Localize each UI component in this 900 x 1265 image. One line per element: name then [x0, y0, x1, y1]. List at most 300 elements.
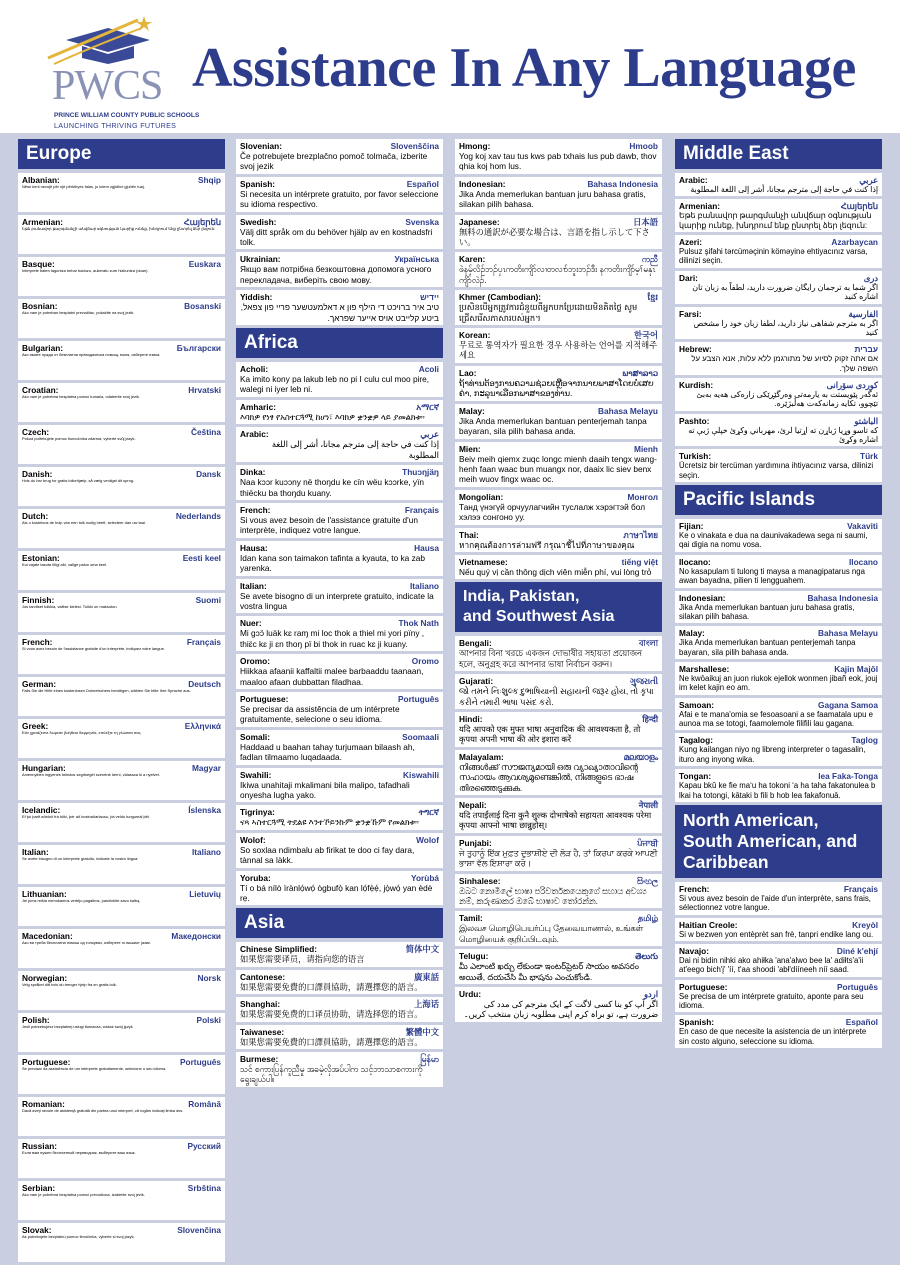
language-name: Bulgarian: — [22, 343, 64, 353]
language-name: Vietnamese: — [459, 556, 508, 567]
language-name: Armenian: — [679, 201, 721, 212]
assistance-text: Ke o vinakata e dua na daunivakadewa sega ni saumi, qai digia na nomu vosa. — [679, 531, 868, 550]
language-entry-amharic — [236, 400, 443, 424]
native-language-name: Kajin Majōl — [834, 663, 878, 674]
native-language-name: ਪੰਜਾਬੀ — [637, 837, 658, 848]
native-language-name: தமிழ் — [637, 913, 658, 924]
assistance-text: Se precisa de um intérprete gratuito, aponte para seu idioma. — [679, 991, 864, 1011]
assistance-text: እባክዎ የነፃ የአስተርጓሚ ከሆነ፣ እባክዎ ቋንቋዎ ላይ ያመልክቱ። — [240, 411, 425, 422]
language-entry-azeri — [675, 235, 882, 268]
entry-heading — [679, 273, 878, 283]
native-language-name: Azarbaycan — [831, 237, 878, 248]
language-entry-french — [18, 635, 225, 674]
entry-heading — [679, 884, 878, 894]
assistance-text: Afai e te mana'omia se fesoasoani a se faamatala upu e aunoa ma se totogi, faamolemole filifili lau gagana. — [679, 709, 873, 729]
language-entry-slovenian — [236, 139, 443, 174]
language-entry-urdu — [455, 987, 662, 1022]
assistance-text: 如果您需要译员，请指向您的语言 — [240, 954, 365, 965]
language-name: Slovenian: — [240, 141, 282, 151]
language-entry-fijian — [675, 519, 882, 552]
native-language-name: Français — [843, 883, 878, 894]
assistance-text: 如果您需要免費的口譯員協助，請選擇您的語言。 — [240, 981, 423, 992]
entry-heading — [679, 920, 878, 930]
native-language-name: Srbština — [187, 1183, 221, 1193]
language-entry-dinka — [236, 465, 443, 500]
native-language-name: नेपाली — [638, 800, 658, 810]
section-header-africa: Africa — [236, 328, 443, 358]
entry-heading — [679, 700, 878, 710]
language-name: Macedonian: — [22, 931, 73, 941]
language-entry-czech — [18, 425, 225, 464]
native-language-name: Oromo — [411, 656, 439, 667]
entry-heading — [679, 1017, 878, 1027]
language-entry-russian — [18, 1139, 225, 1178]
assistance-text: หากคุณต้องการล่ามฟรี กรุณาชี้ไปที่ภาษาของคุณ — [459, 539, 635, 550]
entry-heading — [459, 714, 658, 724]
language-entry-french — [236, 503, 443, 538]
language-name: Shanghai: — [240, 999, 281, 1010]
entry-heading — [679, 664, 878, 674]
language-name: Ilocano: — [679, 556, 711, 567]
native-language-name: Mienh — [634, 443, 658, 454]
language-name: Navajo: — [679, 945, 709, 956]
language-name: Yoruba: — [240, 872, 271, 883]
native-language-name: Ilocano — [848, 556, 878, 567]
language-name: Spanish: — [240, 178, 276, 189]
assistance-text: Jos tarvitset tulkkia, valitse kielesi. Tulkki on maksuton. — [22, 604, 118, 609]
entry-heading — [240, 807, 439, 817]
assistance-text: Hiikkaa afaanii kaffaltii malee barbaaddu taanaan, maaloo afaan dubbattan filadhaa. — [240, 666, 424, 687]
language-name: Finnish: — [22, 595, 55, 605]
language-name: Polish: — [22, 1015, 50, 1025]
language-name: Nuer: — [240, 618, 262, 629]
language-entry-farsi — [675, 307, 882, 340]
entry-heading — [240, 694, 439, 704]
assistance-text: که تاسو وړیا ژباړن ته اړتیا لرئ، مهرباني وکړئ خپلې ژبې ته اشاره وکړئ — [688, 425, 878, 445]
assistance-text: Jei jums reikia nemokamos vertėjo pagalbos, pasirinkite savo kalbą. — [22, 898, 141, 903]
language-name: Portuguese: — [240, 693, 289, 704]
entry-heading — [240, 999, 439, 1009]
native-language-name: עברית — [854, 344, 878, 355]
entry-heading — [459, 838, 658, 848]
entry-heading — [240, 402, 439, 412]
assistance-text: Ne kwōaikuj an juon riukok ejellok wonmen jibañ eok, jouj im kelet kajin eo am. — [679, 673, 878, 693]
native-language-name: Hrvatski — [188, 385, 221, 395]
language-name: Tamil: — [459, 913, 483, 924]
language-entry-indonesian — [675, 591, 882, 624]
assistance-text: Jika Anda memerlukan bantuan penterjemah tanpa bayaran, sila pilih bahasa anda. — [679, 638, 856, 657]
language-entry-dutch — [18, 509, 225, 548]
language-name: Ukrainian: — [240, 254, 281, 265]
language-entry-vietnamese — [455, 555, 662, 579]
language-entry-sinhalese — [455, 874, 662, 909]
column-1 — [18, 139, 225, 1265]
assistance-text: यदि तपाईंलाई दिना कुनै शुल्क दोभाषेको सहायता आवश्यक परेमा कृपया आफ्नो भाषा छान्नुहोस्। — [459, 810, 652, 831]
native-language-name: Lietuvių — [189, 889, 221, 899]
language-name: Urdu: — [459, 989, 482, 1000]
language-entry-dari — [675, 271, 882, 304]
language-entry-basque — [18, 257, 225, 296]
assistance-text: No kasapulam ti tulong ti maysa a managipatarus nga awan bayadna, pilien ti lengguahem. — [679, 566, 865, 586]
native-language-name: ภาษาไทย — [623, 529, 658, 540]
native-language-name: Deutsch — [188, 679, 221, 689]
native-language-name: Ελληνικά — [184, 721, 221, 731]
entry-heading — [679, 201, 878, 211]
language-entry-karen — [455, 252, 662, 287]
language-name: Acholi: — [240, 364, 269, 375]
language-entry-hebrew — [675, 342, 882, 375]
assistance-text: Yog koj xav tau tus kws pab txhais lus pub dawb, thov qhia koj hom lus. — [459, 151, 657, 172]
native-language-name: Hausa — [414, 542, 439, 553]
native-language-name: Bahasa Indonesia — [807, 592, 878, 603]
language-entry-cantonese — [236, 970, 443, 994]
native-language-name: Acoli — [418, 364, 439, 375]
native-language-name: Soomaali — [402, 731, 439, 742]
language-entry-polish — [18, 1013, 225, 1052]
language-entry-slovak — [18, 1223, 225, 1262]
assistance-text: Jika Anda memerlukan bantuan penterjemah tanpa bayaran, sila pilih bahasa anda. — [459, 415, 647, 437]
assistance-text: Se precisar da assistência de um intérprete gratuitamente, selecione o seu idioma. — [240, 703, 400, 725]
language-entry-hindi — [455, 712, 662, 747]
language-name: Samoan: — [679, 699, 715, 710]
assistance-text: ናጻ ኣስተርጓሚ ትደልዩ እንተኾይንኩም ቋንቋኹም የመልክቱ። — [240, 817, 419, 828]
entry-heading — [459, 292, 658, 302]
language-name: Sinhalese: — [459, 875, 501, 886]
header — [0, 0, 900, 133]
section-header-pacific-islands: Pacific Islands — [675, 485, 882, 515]
entry-heading — [679, 237, 878, 247]
language-name: Czech: — [22, 427, 50, 437]
language-name: Punjabi: — [459, 837, 492, 848]
native-language-name: Wolof — [416, 834, 439, 845]
language-name: Chinese Simplified: — [240, 944, 317, 955]
language-name: Indonesian: — [679, 592, 726, 603]
language-name: Azeri: — [679, 237, 703, 248]
entry-heading — [240, 972, 439, 982]
assistance-text: 如果您需要免费的口译员协助，请选择您的语言。 — [240, 1009, 423, 1020]
language-entry-hausa — [236, 541, 443, 576]
language-name: Mongolian: — [459, 491, 504, 502]
language-name: Slovak: — [22, 1225, 52, 1235]
language-entry-italian — [18, 845, 225, 884]
language-name: Taiwanese: — [240, 1026, 285, 1037]
native-language-name: Polski — [196, 1015, 221, 1025]
language-entry-german — [18, 677, 225, 716]
assistance-text: ຖ້າທ່ານຕ້ອງການຄວາມຊ່ວຍເຫຼືອຈາກນາຍພາສາໂດຍບໍ່ເສຍຄ່າ, ກະລຸນາເລືອກພາສາຂອງທ່ານ. — [459, 377, 654, 399]
native-language-name: Հայերեն — [183, 217, 221, 227]
language-name: Dinka: — [240, 467, 266, 478]
language-name: Indonesian: — [459, 178, 506, 189]
language-entry-italian — [236, 579, 443, 614]
entry-heading — [459, 989, 658, 999]
language-name: Haitian Creole: — [679, 919, 738, 930]
native-language-name: 上海话 — [414, 999, 439, 1010]
page-title: Assistance In Any Language — [192, 37, 856, 99]
logo-wordmark: PWCS — [52, 63, 163, 109]
assistance-text: Välj ditt språk om du behöver hjälp av en kostnadsfri tolk. — [240, 226, 433, 248]
entry-heading — [240, 873, 439, 883]
native-language-name: Slovenčina — [177, 1225, 221, 1235]
assistance-text: Եթե բանավոր թարգմանչի անվճար օգնության կարիք ունեք, խնդրում ենք ընտրել ձեր լեզուն: — [22, 226, 216, 231]
entry-heading — [679, 309, 878, 319]
language-entry-oromo — [236, 654, 443, 689]
language-name: Danish: — [22, 469, 53, 479]
native-language-name: יידיש — [419, 292, 439, 303]
entry-heading — [459, 330, 658, 340]
native-language-name: Vakaviti — [847, 521, 878, 532]
entry-heading — [240, 732, 439, 742]
language-entry-mongolian — [455, 490, 662, 525]
assistance-text: Եթե բանավոր թարգմանչի անվճար օգնության կարիք ունեք, խնդրում ենք ընտրել ձեր լեզուն: — [679, 211, 872, 230]
native-language-name: Slovenščina — [390, 141, 439, 151]
assistance-text: Kui vajate tasuta tõlgi abi, valige palun oma keel. — [22, 562, 108, 567]
language-entry-icelandic — [18, 803, 225, 842]
language-entry-tongan — [675, 769, 882, 802]
native-language-name: 한국어 — [633, 330, 658, 341]
language-entry-arabic — [675, 173, 882, 196]
assistance-text: Naa kɔɔr kuɔɔny në thoŋdu ke cïn wëu kɔɔrke, yïn thiëcku ba thoŋdu kuany. — [240, 477, 424, 498]
native-language-name: کوردی سۆرانی — [826, 379, 878, 390]
language-entry-navajo — [675, 944, 882, 977]
native-language-name: Հայերեն — [840, 201, 878, 212]
language-entry-bengali — [455, 636, 662, 671]
assistance-text: Kapau bkû ke fie maʻu ha tokoni ʻa ha taha fakatonulea b lkai ha totongi, kātaki b fili b hob lea fakafonuā. — [679, 781, 876, 800]
assistance-text: Idan kana son taimakon tafinta a kyauta, to ka zab yarenka. — [240, 552, 425, 574]
language-entry-burmese — [236, 1052, 443, 1087]
language-entry-portuguese — [236, 692, 443, 727]
native-language-name: Português — [836, 981, 878, 992]
language-entry-nuer — [236, 616, 443, 651]
native-language-name: বাংলা — [638, 638, 658, 649]
assistance-text: Ako vam je potreban besplatni prevodilac, pokažite na svoj jezik. — [22, 310, 135, 315]
language-name: Albanian: — [22, 175, 60, 185]
assistance-text: اگر به مترجم شفاهی نیاز دارید، لطفا زبان خود را مشخص کنید — [693, 318, 878, 337]
language-name: Hmong: — [459, 141, 491, 151]
language-entry-yoruba — [236, 871, 443, 906]
assistance-text: Si vous avez besoin de l'aide d'un interprète, sans frais, sélectionnez votre langue. — [679, 893, 871, 913]
language-name: Serbian: — [22, 1183, 56, 1193]
native-language-name: Euskara — [188, 259, 221, 269]
native-language-name: Eesti keel — [182, 553, 221, 563]
language-entry-thai — [455, 528, 662, 552]
assistance-text: Tí o bá nílò ìrànlọ́wọ́ ògbufọ̀ kan lọ́fẹ̀ẹ́, jọ̀wọ́ yan èdè rẹ. — [240, 882, 433, 904]
language-name: Telugu: — [459, 951, 489, 962]
language-entry-shanghai — [236, 997, 443, 1021]
entry-heading — [240, 581, 439, 591]
language-name: Hungarian: — [22, 763, 66, 773]
language-entry-bulgarian — [18, 341, 225, 380]
language-entry-tamil — [455, 911, 662, 946]
language-name: Malayalam: — [459, 751, 504, 762]
native-language-name: Português — [179, 1057, 221, 1067]
language-name: Portuguese: — [679, 981, 728, 992]
entry-heading — [679, 628, 878, 638]
native-language-name: සිංහල — [637, 875, 658, 886]
language-name: French: — [240, 504, 271, 515]
assistance-text: Kung kailangan niyo ng libreng interpreter o tagasalin, ituro ang inyong wika. — [679, 745, 866, 764]
language-name: Lithuanian: — [22, 889, 67, 899]
language-name: Oromo: — [240, 656, 270, 667]
entry-heading — [459, 913, 658, 923]
native-language-name: Français — [186, 637, 221, 647]
native-language-name: Русский — [187, 1141, 221, 1151]
language-name: Korean: — [459, 330, 491, 341]
section-header-europe: Europe — [18, 139, 225, 169]
native-language-name: አማርኛ — [416, 401, 439, 412]
entry-heading — [240, 944, 439, 954]
assistance-text: אם אתה זקוק לסיוע של מתורגמן ללא עלות, אנא הצבע על השפה שלך. — [691, 354, 878, 373]
language-name: Somali: — [240, 731, 270, 742]
entry-heading — [240, 141, 439, 151]
language-entry-serbian — [18, 1181, 225, 1220]
native-language-name: 繁體中文 — [405, 1026, 439, 1037]
native-language-name: Монгол — [627, 491, 658, 502]
assistance-text: إذا كنت في حاجة إلى مترجم مجانا، أشر إلى اللغة المطلوبة — [271, 439, 439, 460]
native-language-name: Українська — [394, 254, 439, 265]
language-entry-telugu — [455, 949, 662, 984]
native-language-name: دری — [863, 272, 878, 283]
language-entry-albanian — [18, 173, 225, 212]
language-name: Wolof: — [240, 834, 266, 845]
language-entry-khmer-cambodian — [455, 290, 662, 325]
native-language-name: Yorùbá — [411, 872, 439, 883]
language-entry-gujarati — [455, 674, 662, 709]
native-language-name: Magyar — [191, 763, 221, 773]
language-name: Hausa: — [240, 542, 268, 553]
entry-heading — [459, 444, 658, 454]
entry-heading — [679, 735, 878, 745]
assistance-text: Jika Anda memerlukan bantuan juru bahasa gratis, silakan pilih bahasa. — [459, 188, 646, 210]
native-language-name: Kreyòl — [852, 919, 878, 930]
assistance-text: Ако имате нужда от безплатна преводаческа помощ, моля, изберете езика. — [22, 352, 161, 357]
language-name: Burmese: — [240, 1054, 279, 1065]
native-language-name: Thuɔŋjäŋ — [402, 467, 439, 478]
assistance-text: Amennyiben ingyenes tolmács segítségét szeretné kérni, válassza ki a nyelvet. — [22, 772, 160, 777]
assistance-text: သင် စကားပြန်ကူညီမှု အခမဲ့လိုအပ်ပါက သင့်ဘာသာစကားကို ရွေးချယ်ပါ။ — [240, 1064, 423, 1085]
assistance-text: Interprete baten laguntza behar baduzu, aukeratu zure hizkuntza (doan). — [22, 268, 149, 273]
entry-heading — [240, 1054, 439, 1064]
language-entry-chinese-simplified — [236, 942, 443, 966]
native-language-name: Bahasa Indonesia — [587, 178, 658, 189]
language-entry-punjabi — [455, 836, 662, 871]
language-name: Croatian: — [22, 385, 59, 395]
language-name: Armenian: — [22, 217, 64, 227]
entry-heading — [679, 946, 878, 956]
section-header-north-american-south-american-and-caribbean: North American, South American, and Caribbean — [675, 805, 882, 878]
assistance-text: טיב איר ברויכט די הילף פון א דאלמעטשער פריי פון צפאל, ביטע קלייבט אויס אייער שפראך. — [240, 302, 439, 323]
language-entry-indonesian — [455, 177, 662, 212]
language-entry-haitian-creole — [675, 918, 882, 941]
language-name: Arabic: — [679, 175, 708, 185]
native-language-name: ગુજરાતી — [629, 676, 658, 687]
native-language-name: Kiswahili — [403, 769, 439, 780]
assistance-text: So soxlaa ndimbalu ab firikat te doo ci fay dara, tànnal sa làkk. — [240, 844, 415, 866]
assistance-text: Dai ni bidin nihki ako ahiłka 'ana'alwo bee la' adiłts'a'ii at'eego bich'į' 'íí, t'aa shoodi 'abł'dííneeh níí saad. — [679, 955, 864, 975]
native-language-name: ကညီ — [641, 254, 658, 265]
language-name: Hindi: — [459, 713, 483, 724]
language-name: Pashto: — [679, 415, 710, 426]
native-language-name: Íslenska — [188, 805, 221, 815]
language-name: Malay: — [679, 628, 705, 639]
native-language-name: 简体中文 — [405, 944, 439, 955]
language-name: Tongan: — [679, 771, 712, 782]
language-entry-portuguese — [675, 980, 882, 1013]
language-entry-kurdish — [675, 378, 882, 411]
language-name: Arabic: — [240, 429, 269, 440]
language-entry-ukrainian — [236, 252, 443, 287]
entry-heading — [459, 141, 658, 151]
language-name: Amharic: — [240, 401, 276, 412]
language-name: Thai: — [459, 529, 479, 540]
language-entry-finnish — [18, 593, 225, 632]
language-entry-samoan — [675, 698, 882, 731]
language-entry-spanish — [675, 1015, 882, 1048]
language-entry-nepali — [455, 798, 662, 833]
language-entry-tigrinya — [236, 805, 443, 829]
assistance-text: Se precisar da assistência de um intérprete gratuitamente, selecione o seu idioma. — [22, 1066, 167, 1071]
entry-heading — [459, 368, 658, 378]
assistance-text: Pokud potřebujete pomoc tlumočníka zdarma, vyberte svůj jazyk. — [22, 436, 136, 441]
assistance-text: Ef þú þarft aðstoð frá túlki, þér að kostnaðarlausu, þá veldu tungumál þitt. — [22, 814, 150, 819]
native-language-name: Taglog — [851, 735, 878, 746]
language-name: Tagalog: — [679, 735, 713, 746]
native-language-name: Čeština — [191, 427, 221, 437]
entry-heading — [679, 416, 878, 426]
logo-school-name: PRINCE WILLIAM COUNTY PUBLIC SCHOOLS — [54, 112, 200, 119]
assistance-text: Εάν χρειάζεστε δωρεάν βοήθεια διερμηνέα, επιλέξτε τη γλώσσα σας. — [22, 730, 142, 735]
native-language-name: الباشتو — [854, 415, 878, 426]
entry-heading — [459, 752, 658, 762]
language-entry-estonian — [18, 551, 225, 590]
assistance-text: Ако ви треба бесплатна помош од толкувач, изберете го вашиот јазик. — [22, 940, 151, 945]
assistance-text: यदि आपको एक मुफ्त भाषा अनुवादिक की आवश्यकता है, तो कृपया अपनी भाषा की ओर इशारा करें — [459, 723, 641, 745]
language-name: Japanese: — [459, 216, 500, 227]
language-name: Mien: — [459, 443, 481, 454]
assistance-text: જો તમને નિઃશુલ્ક દુભાષિયાની સહાયની જરૂર હોય, તો કૃપા કરીને તમારી ભાષા પસંદ કરો. — [459, 686, 654, 707]
column-3 — [455, 139, 662, 1025]
assistance-text: നിങ്ങൾക്ക് സൗജന്യമായി ഒരു വ്യാഖ്യാതാവിന്റെ സഹായം ആവശ്യമുണ്ടെങ്കിൽ, നിങ്ങളുടെ ഭാഷ തിരഞ്ഞെടുക്കുക. — [459, 761, 638, 793]
native-language-name: Thok Nath — [398, 618, 439, 629]
language-entry-macedonian — [18, 929, 225, 968]
language-entry-marshallese — [675, 662, 882, 695]
language-entry-pashto — [675, 414, 882, 447]
entry-heading — [679, 593, 878, 603]
entry-heading — [240, 618, 439, 628]
native-language-name: اردو — [643, 989, 658, 1000]
native-language-name: Svenska — [405, 216, 439, 227]
assistance-text: Ikiwa unahitaji mkalimani bila malipo, tafadhali onyesha lugha yako. — [240, 779, 410, 800]
assistance-text: Beiv meih qiemx zuqc longc mienh daaih tengx wang-henh faan waac bun muangx nor, daaix lic siev benx meih wuov fingx waac oc. — [459, 453, 657, 485]
native-language-name: Español — [845, 1017, 878, 1028]
assistance-text: ဖဲနမ့်လိဉ်ဘၣ်ပှၤကတိးကျိာ်လၢတလၢာ်ဘူးဘၣ်ဒီး နကတိးကျိာ်မ့ၢ်မနုၤကျိာ်လဲၣ်. — [459, 264, 656, 285]
assistance-text: Mi gɔɔ̈ luäk kɛ raɱ mi loc thok a thiel mi yori pïny , thiɛ̈c kɛ ji ɛn thoŋ pï bi thok in ruac kɛ ji kuany. — [240, 628, 425, 649]
native-language-name: Français — [404, 504, 439, 515]
language-name: Karen: — [459, 254, 486, 265]
assistance-text: ប្រសិនបើអ្នកត្រូវការជំនួយពីអ្នកបកប្រែដោយមិនគិតថ្លៃ សូមជ្រើសរើសភាសារបស់អ្នក។ — [459, 302, 638, 323]
native-language-name: Türk — [860, 451, 878, 462]
language-name: Bengali: — [459, 638, 492, 649]
language-name: Dari: — [679, 272, 698, 283]
assistance-text: আপনার বিনা খরচে একজন দোভাষীর সহায়তা প্রয়োজন হলে, অনুগ্রহ করে আপনার ভাষা নির্বাচন করুন। — [459, 648, 642, 669]
native-language-name: Română — [188, 1099, 221, 1109]
pwcs-logo — [28, 14, 200, 130]
assistance-text: إذا كنت في حاجة إلى مترجم مجانا، أشر إلى اللغة المطلوبة — [690, 185, 878, 194]
native-language-name: tiếng việt — [621, 556, 658, 567]
language-entry-malay — [455, 404, 662, 439]
native-language-name: ትግርኛ — [418, 807, 439, 818]
assistance-text: Se avete bisogno di un interprete gratuito, indicate la vostra lingua — [240, 590, 434, 611]
entry-heading — [459, 951, 658, 961]
